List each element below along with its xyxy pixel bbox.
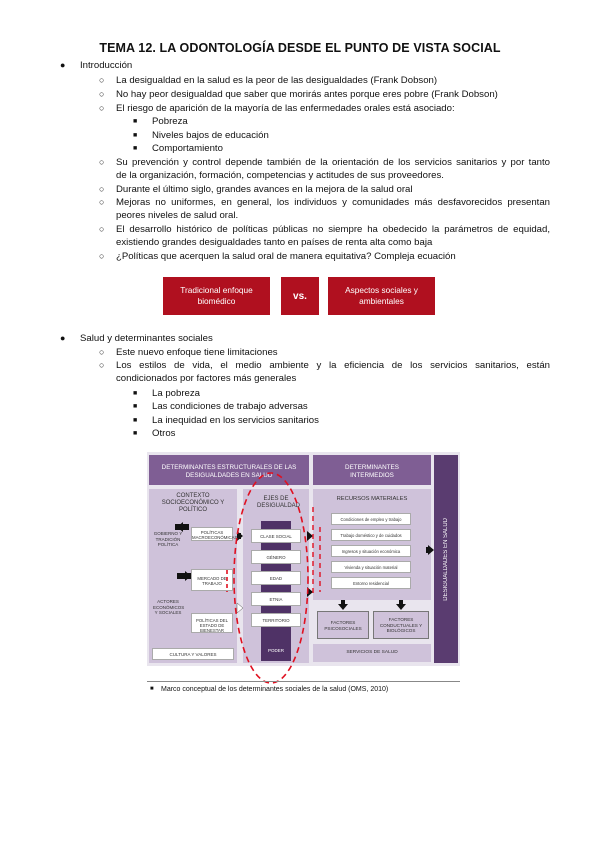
context-label: ACTORES ECONÓMICOS Y SOCIALES [153, 599, 185, 615]
circle-bullet-icon: ○ [99, 347, 105, 357]
power-label: PODER [267, 648, 284, 653]
context-label: GOBIERNO Y TRADICIÓN POLÍTICA [153, 531, 183, 547]
square-bullet-icon: ■ [133, 132, 138, 139]
list-item-continuation: de la organización, formación, competencias y actitudes de sus proveedores. [116, 170, 444, 181]
circle-bullet-icon: ○ [99, 103, 105, 113]
resource-item: Ingresos y situación económica [331, 545, 411, 557]
resource-item: Entorno residencial [331, 577, 411, 589]
social-aspects-label: Aspectos sociales y ambientales [345, 285, 418, 306]
psychosocial-factors-box: FACTORES PSICOSOCIALES [317, 611, 369, 639]
bullet-icon: ● [60, 60, 66, 70]
list-item: La pobreza [152, 388, 201, 399]
list-item: Las condiciones de trabajo adversas [152, 401, 308, 412]
caption-divider [147, 681, 460, 682]
list-item: Pobreza [152, 116, 188, 127]
circle-bullet-icon: ○ [99, 224, 105, 234]
square-bullet-icon: ■ [133, 390, 138, 397]
list-item: El riesgo de aparición de la mayoría de las enfermedades orales está asociado: [116, 103, 455, 114]
arrow-icon [307, 531, 313, 541]
circle-bullet-icon: ○ [99, 89, 105, 99]
section-heading-intro: Introducción [80, 60, 133, 71]
circle-bullet-icon: ○ [99, 184, 105, 194]
list-item: ¿Políticas que acerquen la salud oral de manera equitativa? Compleja ecuación [116, 251, 456, 262]
socioeconomic-context-box: CONTEXTO SOCIOECONÓMICO Y POLÍTICO GOBIERNO Y TRADICIÓN POLÍTICA ACTORES ECONÓMICOS Y SOCIALES POLÍTICAS MACROECONÓMICAS MERCADO DE TRABAJO POLÍTICAS DEL ESTADO DE BIENESTAR CULTURA Y VALORES [149, 489, 237, 663]
resource-item: Trabajo doméstico y de cuidados [331, 529, 411, 541]
axis-item: EDAD [251, 571, 301, 585]
red-dashed-circle [234, 473, 308, 683]
health-inequalities-box: DESIGUALDADES EN SALUD [434, 455, 458, 663]
list-item: Su prevención y control depende también de la orientación de los servicios sanitarios y por tanto [116, 157, 550, 168]
list-item: Este nuevo enfoque tiene limitaciones [116, 347, 278, 358]
square-bullet-icon: ■ [133, 145, 138, 152]
health-services-box: SERVICIOS DE SALUD [313, 644, 431, 662]
axis-item: GÉNERO [251, 550, 301, 564]
traditional-approach-label: Tradicional enfoque biomédico [180, 285, 253, 306]
list-item: Durante el último siglo, grandes avances en la mejora de la salud oral [116, 184, 413, 195]
list-item-continuation: existiendo grandes desigualdades tanto en países de renta alta como baja [116, 237, 433, 248]
page-title: TEMA 12. LA ODONTOLOGÍA DESDE EL PUNTO DE VISTA SOCIAL [99, 41, 501, 55]
diagram-arrows [147, 452, 460, 666]
square-bullet-icon: ■ [150, 686, 154, 692]
list-item-continuation: peores niveles de salud oral. [116, 210, 239, 221]
circle-bullet-icon: ○ [99, 360, 105, 370]
circle-bullet-icon: ○ [99, 197, 105, 207]
context-box: POLÍTICAS MACROECONÓMICAS [191, 527, 233, 541]
square-bullet-icon: ■ [133, 403, 138, 410]
list-item: Otros [152, 428, 176, 439]
list-item-continuation: condicionados por factores más generales [116, 373, 297, 384]
traditional-approach-box [163, 277, 270, 315]
list-item: Los estilos de vida, el medio ambiente y la eficiencia de los servicios sanitarios, están [116, 360, 550, 371]
bullet-icon: ● [60, 333, 66, 343]
resource-item: Vivienda y situación material [331, 561, 411, 573]
intermediate-determinants-header: DETERMINANTES INTERMEDIOS [313, 455, 431, 485]
list-item: Niveles bajos de educación [152, 130, 269, 141]
section-heading-determinants: Salud y determinantes sociales [80, 333, 213, 344]
social-aspects-box [328, 277, 435, 315]
list-item: No hay peor desigualdad que saber que morirás antes porque eres pobre (Frank Dobson) [116, 89, 498, 100]
axis-item: CLASE SOCIAL [251, 529, 301, 543]
culture-values-box: CULTURA Y VALORES [152, 648, 234, 660]
axis-item: ETNIA [251, 592, 301, 606]
inequality-axes-box: EJES DE DESIGUALDAD CLASE SOCIAL GÉNERO EDAD ETNIA TERRITORIO PODER [243, 489, 309, 663]
list-item: La desigualdad en la salud es la peor de las desigualdades (Frank Dobson) [116, 75, 438, 86]
square-bullet-icon: ■ [133, 430, 138, 437]
social-determinants-diagram [147, 452, 460, 666]
context-box: MERCADO DE TRABAJO [191, 569, 233, 591]
material-resources-box: RECURSOS MATERIALES Condiciones de empleo y trabajo Trabajo doméstico y de cuidados Ingresos y situación económica Vivienda y situación material Entorno residencial [313, 489, 431, 600]
circle-bullet-icon: ○ [99, 157, 105, 167]
arrow-icon [237, 603, 243, 613]
axis-item: TERRITORIO [251, 613, 301, 627]
list-item: El desarrollo histórico de políticas públicas no siempre ha obedecido la parámetros de equidad, [116, 224, 550, 235]
list-item: La inequidad en los servicios sanitarios [152, 415, 319, 426]
square-bullet-icon: ■ [133, 417, 138, 424]
behavioural-factors-box: FACTORES CONDUCTUALES Y BIOLÓGICOS [373, 611, 429, 639]
structural-determinants-header: DETERMINANTES ESTRUCTURALES DE LAS DESIGUALDADES EN SALUD [149, 455, 309, 485]
circle-bullet-icon: ○ [99, 251, 105, 261]
resource-item: Condiciones de empleo y trabajo [331, 513, 411, 525]
list-item: Mejoras no uniformes, en general, los individuos y comunidades más desfavorecidos presentan [116, 197, 550, 208]
list-item: Comportamiento [152, 143, 223, 154]
circle-bullet-icon: ○ [99, 75, 105, 85]
square-bullet-icon: ■ [133, 118, 138, 125]
context-box: POLÍTICAS DEL ESTADO DE BIENESTAR [191, 613, 233, 633]
vs-label: vs. [293, 290, 307, 302]
vs-box [281, 277, 319, 315]
figure-caption: Marco conceptual de los determinantes sociales de la salud (OMS, 2010) [161, 686, 389, 693]
